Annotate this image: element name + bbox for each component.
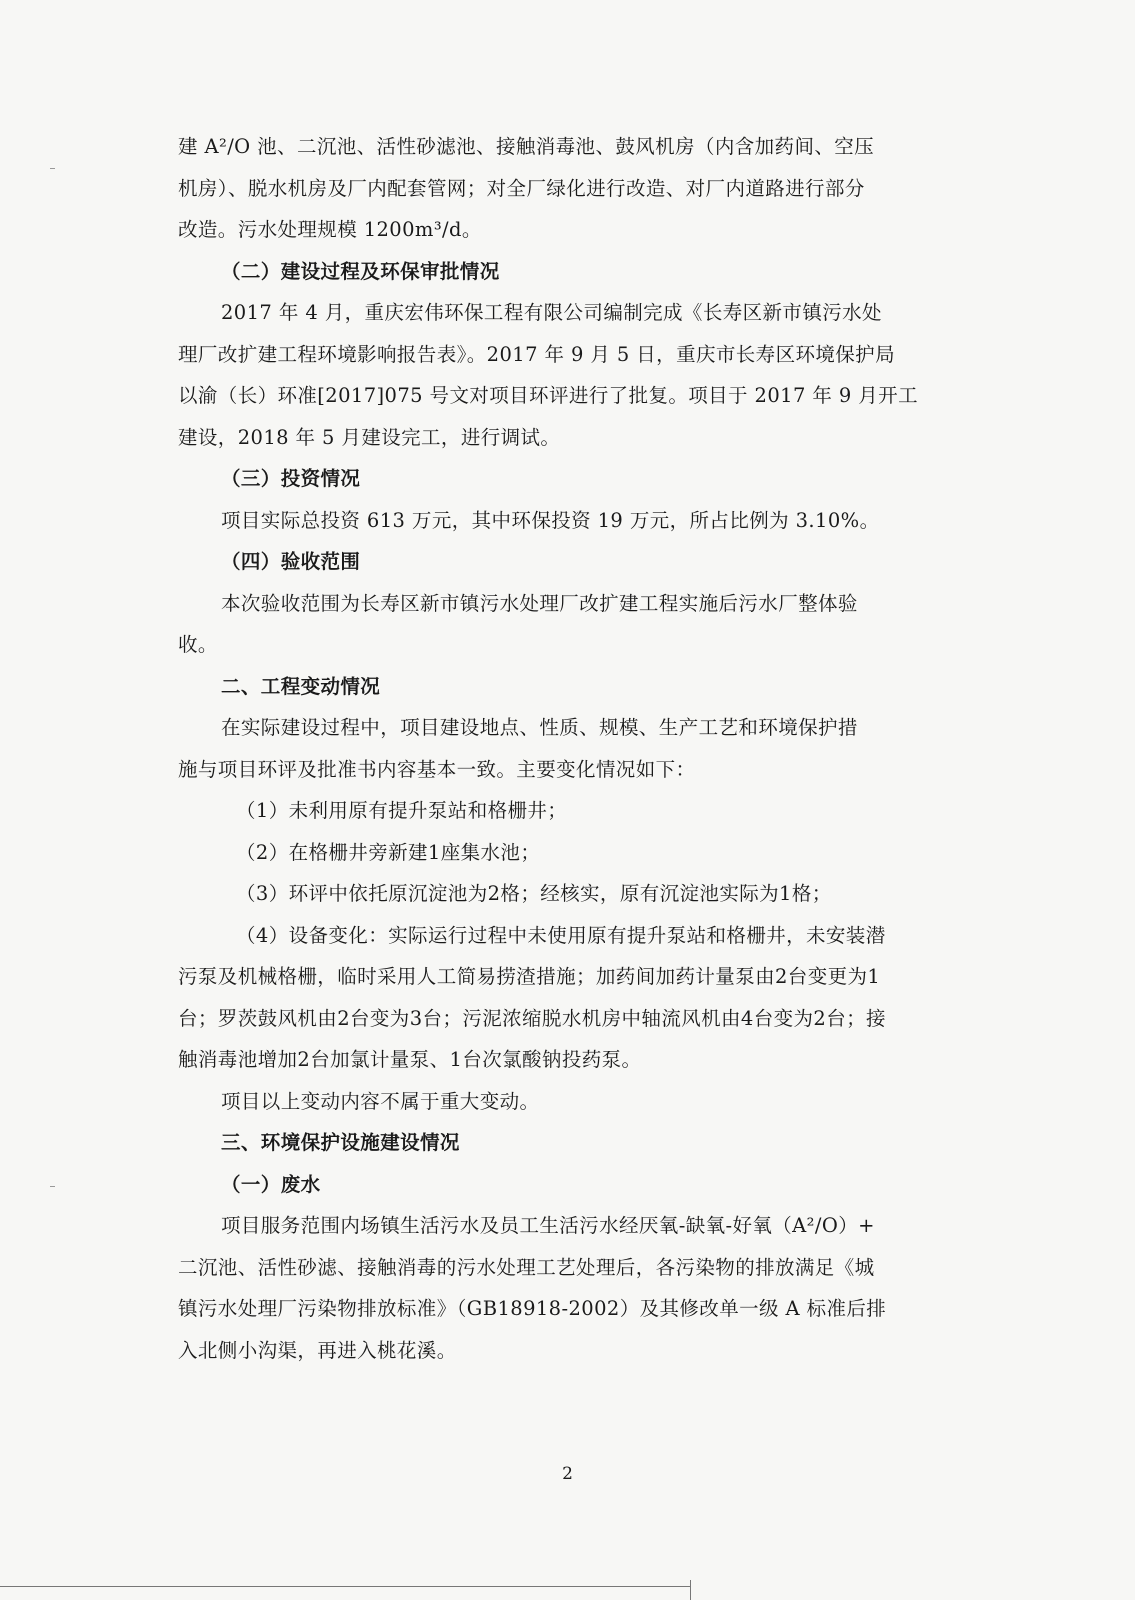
list-item: （2）在格栅井旁新建1座集水池； xyxy=(236,840,541,864)
section-heading: （一）废水 xyxy=(221,1172,321,1196)
paragraph-line: 以渝（长）环准[2017]075 号文对项目环评进行了批复。项目于 2017 年 9 月开工 xyxy=(178,384,918,407)
paragraph-line: 2017 年 4 月，重庆宏伟环保工程有限公司编制完成《长寿区新市镇污水处 xyxy=(221,301,882,324)
paragraph-line: 建设，2018 年 5 月建设完工，进行调试。 xyxy=(178,425,561,449)
paragraph-line: 建 A²/O 池、二沉池、活性砂滤池、接触消毒池、鼓风机房（内含加药间、空压 xyxy=(178,135,875,158)
list-item: （4）设备变化：实际运行过程中未使用原有提升泵站和格栅井，未安装潜 xyxy=(236,923,886,947)
paragraph-line: 项目以上变动内容不属于重大变动。 xyxy=(221,1089,540,1113)
paragraph-line: 施与项目环评及批准书内容基本一致。主要变化情况如下： xyxy=(178,757,696,781)
page-number: 2 xyxy=(562,1464,573,1484)
paragraph-line: 在实际建设过程中，项目建设地点、性质、规模、生产工艺和环境保护措 xyxy=(221,716,858,739)
scan-border-line xyxy=(0,1586,690,1587)
paragraph-line: 污泵及机械格栅，临时采用人工简易捞渣措施；加药间加药计量泵由2台变更为1 xyxy=(178,965,881,988)
paragraph-line: 台；罗茨鼓风机由2台变为3台；污泥浓缩脱水机房中轴流风机由4台变为2台；接 xyxy=(178,1006,886,1030)
paragraph-line: 机房）、脱水机房及厂内配套管网；对全厂绿化进行改造、对厂内道路进行部分 xyxy=(178,176,865,200)
paragraph-line: 二沉池、活性砂滤、接触消毒的污水处理工艺处理后，各污染物的排放满足《城 xyxy=(178,1255,875,1279)
paragraph-line: 触消毒池增加2台加氯计量泵、1台次氯酸钠投药泵。 xyxy=(178,1048,642,1071)
paragraph-line: 改造。污水处理规模 1200m³/d。 xyxy=(178,218,482,241)
paragraph-line: 本次验收范围为长寿区新市镇污水处理厂改扩建工程实施后污水厂整体验 xyxy=(221,591,858,615)
scan-border-line xyxy=(690,1580,691,1600)
scan-speck xyxy=(50,168,55,169)
paragraph-line: 项目服务范围内场镇生活污水及员工生活污水经厌氧-缺氧-好氧（A²/O）+ xyxy=(221,1214,875,1237)
list-item: （3）环评中依托原沉淀池为2格；经核实，原有沉淀池实际为1格； xyxy=(236,882,832,905)
section-heading: （四）验收范围 xyxy=(221,550,361,573)
paragraph-line: 项目实际总投资 613 万元，其中环保投资 19 万元，所占比例为 3.10%。 xyxy=(221,508,880,532)
section-heading: 三、环境保护设施建设情况 xyxy=(221,1131,460,1154)
paragraph-line: 入北侧小沟渠，再进入桃花溪。 xyxy=(178,1338,457,1362)
section-heading: （三）投资情况 xyxy=(221,467,361,490)
section-heading: 二、工程变动情况 xyxy=(221,674,381,698)
list-item: （1）未利用原有提升泵站和格栅井； xyxy=(236,799,568,822)
scan-speck xyxy=(50,1186,55,1187)
paragraph-line: 收。 xyxy=(178,633,218,656)
section-heading: （二）建设过程及环保审批情况 xyxy=(221,259,500,283)
document-body xyxy=(178,126,958,1371)
paragraph-line: 理厂改扩建工程环境影响报告表》。2017 年 9 月 5 日，重庆市长寿区环境保护局 xyxy=(178,342,895,366)
paragraph-line: 镇污水处理厂污染物排放标准》（GB18918-2002）及其修改单一级 A 标准后排 xyxy=(178,1297,887,1320)
